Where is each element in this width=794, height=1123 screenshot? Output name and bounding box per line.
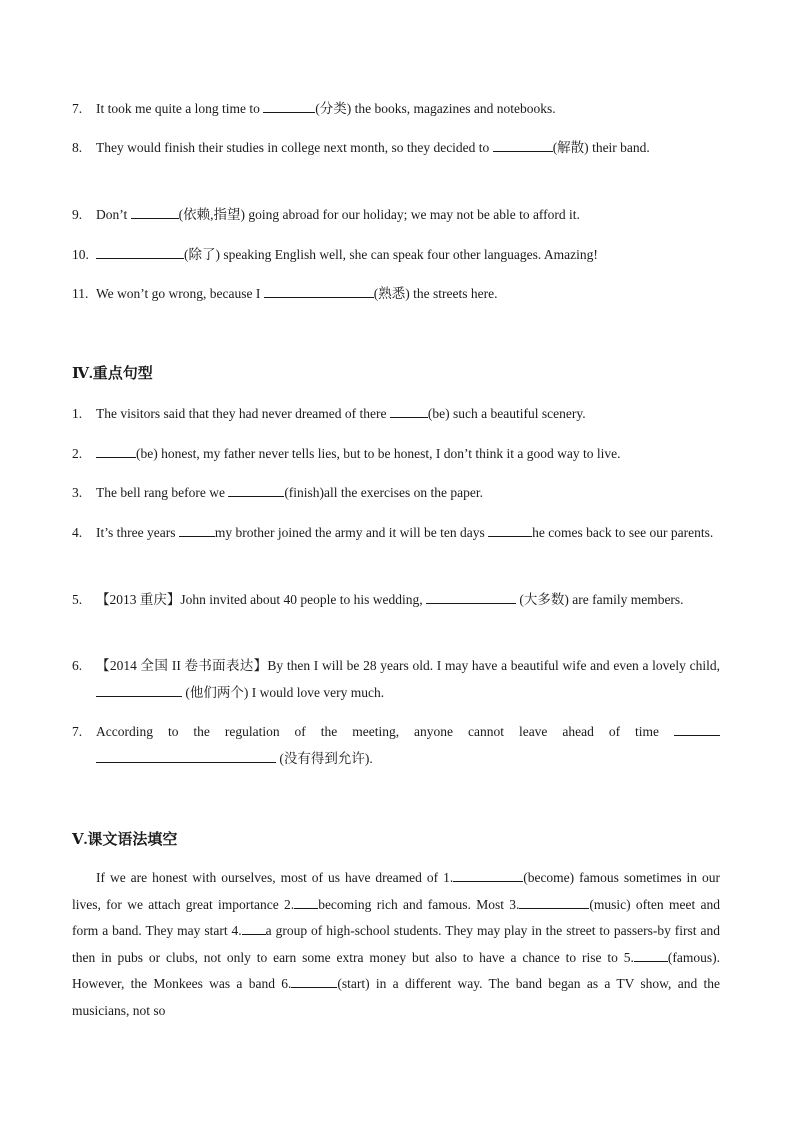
vocab-item-8: 8. They would finish their studies in college next month, so they decided to (解散) their band. <box>72 135 720 162</box>
answer-blank-3[interactable] <box>519 894 589 909</box>
answer-blank[interactable] <box>96 748 276 763</box>
vocab-item-7: 7. It took me quite a long time to (分类) the books, magazines and notebooks. <box>72 96 720 123</box>
item-number: 11. <box>72 286 89 301</box>
item-number: 8. <box>72 140 83 155</box>
answer-blank-2[interactable] <box>294 894 318 909</box>
sentence-item-5: 5. 【2013 重庆】John invited about 40 people to his wedding, (大多数) are family members. <box>72 587 720 614</box>
vocab-item-10: 10. (除了) speaking English well, she can speak four other languages. Amazing! <box>72 242 720 269</box>
answer-blank[interactable] <box>131 204 179 219</box>
answer-blank[interactable] <box>426 589 516 604</box>
item-number: 10. <box>72 247 89 262</box>
sentence-item-2: 2. (be) honest, my father never tells lies, but to be honest, I don’t think it a good way to live. <box>72 441 720 468</box>
section-heading-grammar-fill: Ⅴ.课文语法填空 <box>72 832 178 848</box>
answer-blank-5[interactable] <box>634 947 668 962</box>
answer-blank[interactable] <box>264 283 374 298</box>
vocab-item-9: 9. Don’t (依赖,指望) going abroad for our holiday; we may not be able to afford it. <box>72 202 720 229</box>
answer-blank[interactable] <box>390 403 428 418</box>
sentence-item-1: 1. The visitors said that they had never dreamed of there (be) such a beautiful scenery. <box>72 401 720 428</box>
answer-blank[interactable] <box>96 682 182 697</box>
answer-blank[interactable] <box>96 443 136 458</box>
answer-blank[interactable] <box>228 482 284 497</box>
answer-blank[interactable] <box>263 98 315 113</box>
answer-blank-6[interactable] <box>291 973 337 988</box>
answer-blank[interactable] <box>493 137 553 152</box>
item-number: 9. <box>72 207 83 222</box>
item-number: 7. <box>72 101 83 116</box>
answer-blank-4[interactable] <box>242 920 266 935</box>
passage-paragraph: If we are honest with ourselves, most of us have dreamed of 1. (become) famous sometimes in our lives, for we attach great importance 2. becoming rich and famous. Most 3. (music) often meet and form a band. They may start 4. a group of high-school students. They may play in the street to passers-by first and then in pubs or clubs, not only to earn some extra money but also to have a chance to rise to 5. (famous). However, the Monkees was a band 6. (start) in a different way. The band began as a TV show, and the musicians, not so <box>72 865 720 1024</box>
sentence-item-4: 4. It’s three years my brother joined the army and it will be ten days he comes back to see our parents. <box>72 520 720 547</box>
answer-blank-1[interactable] <box>453 867 523 882</box>
vocab-item-11: 11. We won’t go wrong, because I (熟悉) the streets here. <box>72 281 720 308</box>
answer-blank[interactable] <box>179 522 215 537</box>
answer-blank[interactable] <box>488 522 532 537</box>
sentence-item-6: 6. 【2014 全国 II 卷书面表达】By then I will be 28 years old. I may have a beautiful wife and even a lovely child, (他们两个) I would love very much. <box>72 658 720 700</box>
sentence-item-7: 7. According to the regulation of the meeting, anyone cannot leave ahead of time (没有得到允许). <box>72 719 720 772</box>
sentence-item-3: 3. The bell rang before we (finish)all the exercises on the paper. <box>72 480 720 507</box>
answer-blank[interactable] <box>674 721 720 736</box>
answer-blank[interactable] <box>96 244 184 259</box>
section-heading-key-sentences: Ⅳ.重点句型 <box>72 366 153 382</box>
